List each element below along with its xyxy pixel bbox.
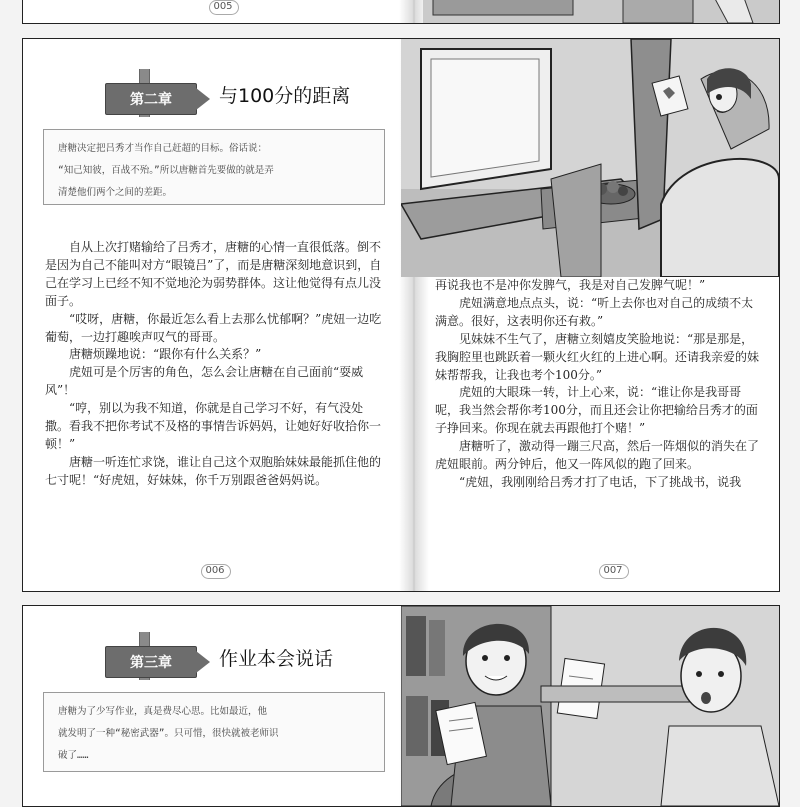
left-page-number: 006 — [195, 563, 235, 579]
summary-line: 清楚他们两个之间的差距。 — [58, 187, 173, 198]
paragraph: “哼，别以为我不知道，你就是自己学习不好，有气没处撒。看我不把你考试不及格的事情告诉妈妈，让她好好收拾你一顿！” — [45, 401, 382, 451]
summary-line: 就发明了一种“秘密武器”。只可惜，很快就被老师识 — [58, 728, 279, 739]
living-room-scene — [401, 39, 779, 277]
page-number: 005 — [203, 0, 243, 15]
chapter-label: 第三章 — [105, 646, 197, 678]
paragraph: “哎呀，唐糖，你最近怎么看上去那么忧郁啊？”虎妞一边吃葡萄，一边打趣唉声叹气的哥哥。 — [45, 311, 382, 344]
illustration-art — [423, 0, 779, 23]
chapter-title: 作业本会说话 — [219, 648, 334, 670]
paragraph: 虎妞的大眼珠一转，计上心来，说：“谁让你是我哥哥呢，我当然会帮你考100分，而且还会让你把输给吕秀才的面子挣回来。你现在就去再跟他打个赌！” — [435, 385, 758, 436]
left-page-body — [45, 239, 387, 490]
chapter-label: 第二章 — [105, 83, 197, 115]
chapter3-spread — [22, 605, 780, 807]
paragraph: 唐糖一听连忙求饶，谁让自己这个双胞胎妹妹最能抓住他的七寸呢！“好虎妞，好妹妹，你千万别跟爸爸妈妈说。 — [45, 454, 382, 487]
chapter-summary-box — [43, 129, 385, 205]
summary-line: 唐糖为了少写作业，真是费尽心思。比如最近，他 — [58, 706, 268, 717]
paragraph: “虎妞，我刚刚给吕秀才打了电话，下了挑战书，说我 — [459, 474, 742, 489]
paragraph: 唐糖听了，激动得一蹦三尺高，然后一阵烟似的消失在了虎妞眼前。两分钟后，他又一阵风似的跑了回来。 — [435, 439, 760, 472]
chapter3-illustration — [401, 606, 779, 806]
paragraph: 虎妞满意地点点头，说：“听上去你也对自己的成绩不太满意。很好，这表明你还有救。” — [435, 295, 754, 328]
summary-line: 唐糖决定把吕秀才当作自己赶超的目标。俗话说： — [58, 143, 268, 154]
right-page-body — [435, 277, 763, 492]
chapter2-illustration — [401, 39, 779, 277]
chapter-signpost — [105, 632, 215, 692]
chapter-title: 与100分的距离 — [219, 85, 351, 107]
chapter-signpost — [105, 69, 215, 129]
chapter-summary-box — [43, 692, 385, 772]
paragraph: 虎妞可是个厉害的角色，怎么会让唐糖在自己面前“耍威风”！ — [45, 365, 364, 398]
right-page-number: 007 — [593, 563, 633, 579]
chapter2-spread — [22, 38, 780, 592]
paragraph: 唐糖烦躁地说：“跟你有什么关系？” — [69, 347, 262, 362]
classroom-scene — [401, 606, 779, 806]
continued-paragraph: 再说我也不是冲你发脾气，我是对自己发脾气呢！” — [435, 278, 706, 292]
summary-line: 破了…… — [58, 750, 89, 761]
summary-line: “知己知彼，百战不殆。”所以唐糖首先要做的就是弄 — [58, 165, 274, 176]
paragraph: 见妹妹不生气了，唐糖立刻嬉皮笑脸地说：“那是那是，我胸腔里也跳跃着一颗火红火红的上进心啊。还请我亲爱的妹妹帮帮我，让我也考个100分。” — [435, 331, 760, 382]
paragraph: 自从上次打赌输给了吕秀才，唐糖的心情一直很低落。倒不是因为自己不能叫对方“眼镜吕”了，而是唐糖深刻地意识到，自己在学习上已经不知不觉地沦为弱势群体。这让他觉得有点儿没面子。 — [45, 240, 382, 308]
top-page-spread — [22, 0, 780, 24]
chapter1-illustration — [423, 0, 779, 23]
